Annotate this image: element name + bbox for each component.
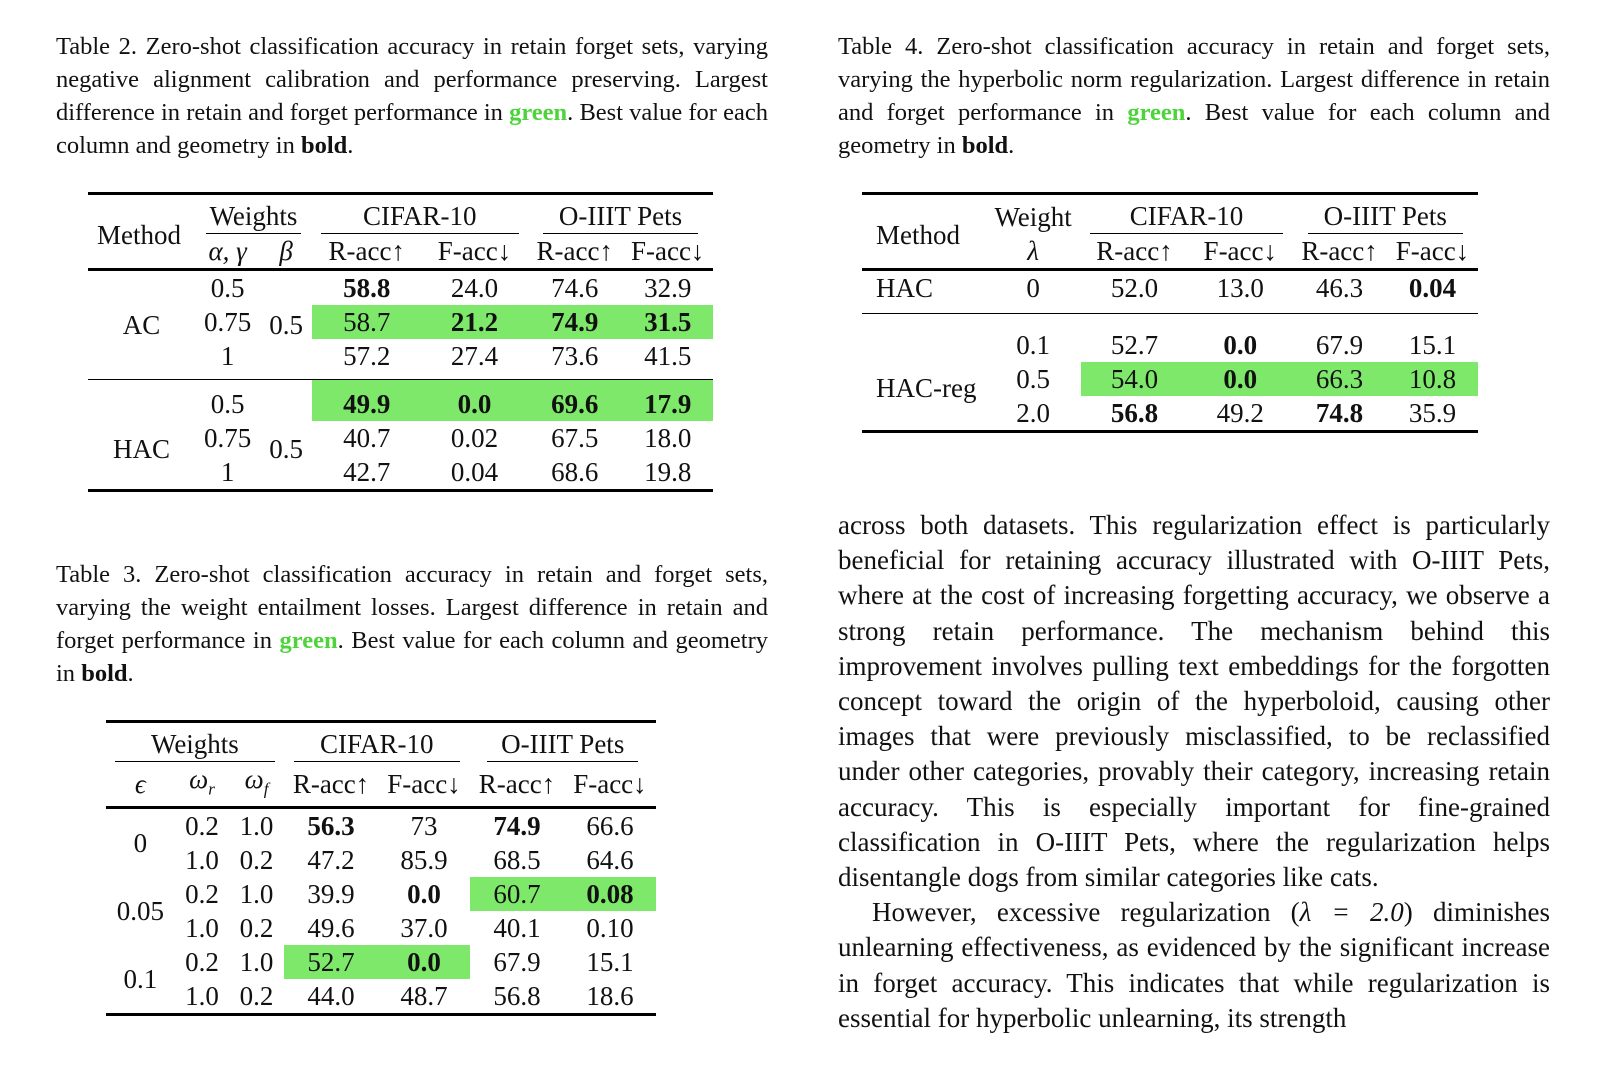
header-facc: F-acc↓ (630, 236, 705, 266)
value-cell: 68.6 (551, 457, 599, 487)
value-cell: 48.7 (400, 981, 448, 1012)
table-row (88, 379, 713, 421)
value-cell: 39.9 (307, 879, 355, 910)
value-cell: 40.7 (343, 423, 391, 453)
value-cell: 19.8 (644, 457, 692, 487)
weight-cell: 1.0 (185, 845, 219, 876)
table-row (106, 808, 656, 844)
value-cell: 85.9 (400, 845, 448, 876)
paragraph: across both datasets. This regularization effect is particularly beneficial for retaining accuracy illustrated with O-IIIT Pets, where at the cost of increasing forgetting accuracy, we observe a strong retain performance. The mechanism behind this improvement involves pulling text embeddings for the forgotten concept toward the origin of the hyperboloid, causing other images that were previously misclassified, to be reclassified under other categories, provably their category, increasing retain accuracy. This is especially important for fine-grained classification in O-IIIT Pets, where the regularization helps disentangle dogs from similar categories like cats. (838, 510, 1550, 893)
value-cell: 0.0 (1188, 362, 1292, 396)
table-row (106, 877, 656, 911)
value-cell: 18.6 (586, 981, 634, 1012)
header-racc: R-acc↑ (1096, 236, 1173, 266)
header-racc: R-acc↑ (328, 236, 405, 266)
paragraph: However, excessive regularization (λ = 2.0) diminishes unlearning effectiveness, as evidenced by the significant increase in forget accuracy. This indicates that while regularization is essential for hyperbolic unlearning, its strength (838, 897, 1550, 1033)
value-cell: 74.8 (1315, 397, 1364, 428)
body-text (838, 508, 1550, 1036)
header-weights: Weights (206, 199, 302, 234)
weight-cell: 0.2 (185, 811, 219, 842)
header-facc: F-acc↓ (573, 769, 647, 800)
table-row (106, 945, 656, 979)
header-racc: R-acc↑ (292, 769, 370, 800)
epsilon-cell: 0 (133, 828, 148, 859)
weight-cell: 0.5 (210, 273, 245, 303)
value-cell: 21.2 (421, 305, 527, 339)
table-row (106, 911, 656, 945)
method-cell: HAC (112, 434, 170, 465)
value-cell: 18.0 (644, 423, 692, 453)
value-cell: 27.4 (450, 341, 499, 371)
value-cell: 0.10 (586, 913, 634, 944)
header-method: Method (97, 219, 181, 250)
lambda-cell: 0.5 (1016, 363, 1051, 394)
weight-cell: 1.0 (239, 947, 274, 978)
value-cell: 73 (410, 811, 438, 842)
header-omega-f: $\omega_f$ (244, 764, 269, 799)
weight-cell: 1 (220, 341, 235, 371)
header-facc: F-acc↓ (1395, 236, 1470, 266)
method-cell: AC (122, 309, 161, 340)
weight-cell: 0.2 (239, 845, 274, 876)
header-beta: β (279, 236, 293, 266)
value-cell: 49.6 (307, 913, 355, 944)
value-cell: 56.8 (493, 981, 541, 1012)
table4 (862, 192, 1478, 433)
table2 (88, 192, 713, 492)
method-cell: HAC-reg (876, 372, 977, 403)
value-cell: 0.0 (1223, 329, 1258, 360)
weight-cell: 1 (220, 457, 235, 487)
table-row (862, 270, 1478, 314)
value-cell: 66.6 (586, 811, 634, 842)
lambda-cell: 2.0 (1016, 397, 1051, 428)
value-cell: 46.3 (1315, 273, 1364, 303)
header-facc: F-acc↓ (387, 769, 461, 800)
value-cell: 52.7 (284, 945, 378, 979)
value-cell: 24.0 (450, 273, 499, 303)
table3-caption: Table 3. Zero-shot classification accuracy in retain and forget sets, varying the weight entailment losses. Largest difference in retain and forget performance in green. Best value for each column and geometry in bold. (56, 561, 768, 687)
value-cell: 73.6 (551, 341, 599, 371)
value-cell: 0.04 (1408, 273, 1457, 303)
value-cell: 40.1 (493, 913, 541, 944)
value-cell: 0.0 (407, 879, 441, 910)
value-cell: 0.04 (450, 457, 499, 487)
epsilon-cell: 0.05 (116, 896, 164, 927)
value-cell: 17.9 (622, 379, 713, 421)
header-omega-r: $\omega_r$ (189, 764, 215, 799)
left-column (56, 30, 768, 1012)
table3 (106, 720, 656, 1016)
value-cell: 0.08 (564, 877, 655, 911)
value-cell: 0.0 (378, 945, 469, 979)
value-cell: 52.7 (1110, 329, 1159, 360)
weight-cell: 0.75 (204, 423, 252, 453)
lambda-cell: 0 (1026, 273, 1040, 303)
header-weights: Weights (115, 727, 275, 762)
value-cell: 13.0 (1216, 273, 1264, 303)
value-cell: 37.0 (400, 913, 448, 944)
value-cell: 58.7 (312, 305, 421, 339)
header-facc: F-acc↓ (437, 236, 512, 266)
value-cell: 56.8 (1110, 397, 1159, 428)
weight-cell: 1.0 (185, 913, 219, 944)
table2-caption: Table 2. Zero-shot classification accuracy in retain forget sets, varying negative alignment calibration and performance preserving. Largest difference in retain and forget performance in green. Best value for each column and geometry in bold. (56, 33, 768, 159)
value-cell: 67.9 (1315, 329, 1364, 360)
header-cifar: CIFAR-10 (294, 727, 460, 762)
table4-caption: Table 4. Zero-shot classification accuracy in retain and forget sets, varying the hyperbolic norm regularization. Largest difference in retain and forget performance in green. Best value for each column and geometry in bold. (838, 33, 1550, 159)
value-cell: 56.3 (307, 811, 355, 842)
value-cell: 54.0 (1081, 362, 1188, 396)
header-epsilon: ϵ (134, 769, 146, 800)
weight-cell: 1.0 (239, 879, 274, 910)
header-alpha-gamma: α, γ (208, 236, 247, 266)
value-cell: 10.8 (1387, 362, 1478, 396)
table-row (862, 314, 1478, 362)
value-cell: 67.5 (551, 423, 599, 453)
value-cell: 74.6 (551, 273, 599, 303)
weight-cell: 1.0 (185, 981, 219, 1012)
value-cell: 57.2 (343, 341, 391, 371)
header-lambda: λ (1027, 236, 1039, 266)
value-cell: 52.0 (1110, 273, 1159, 303)
value-cell: 49.2 (1216, 397, 1264, 428)
header-racc: R-acc↑ (536, 236, 613, 266)
header-racc: R-acc↑ (478, 769, 556, 800)
value-cell: 47.2 (307, 845, 355, 876)
value-cell: 66.3 (1292, 362, 1386, 396)
header-facc: F-acc↓ (1203, 236, 1278, 266)
header-method: Method (876, 219, 960, 250)
table-row (106, 843, 656, 877)
value-cell: 15.1 (1408, 329, 1457, 360)
weight-cell: 0.2 (185, 879, 219, 910)
epsilon-cell: 0.1 (123, 964, 158, 995)
value-cell: 0.02 (450, 423, 499, 453)
value-cell: 64.6 (586, 845, 634, 876)
weight-cell: 0.2 (239, 913, 274, 944)
value-cell: 31.5 (622, 305, 713, 339)
value-cell: 74.9 (528, 305, 622, 339)
value-cell: 58.8 (343, 273, 391, 303)
value-cell: 15.1 (586, 947, 634, 978)
value-cell: 67.9 (493, 947, 541, 978)
value-cell: 74.9 (493, 811, 541, 842)
value-cell: 49.9 (312, 379, 421, 421)
table-row (106, 979, 656, 1015)
table-row (88, 270, 713, 306)
header-racc: R-acc↑ (1301, 236, 1378, 266)
value-cell: 69.6 (528, 379, 622, 421)
lambda-cell: 0.1 (1016, 329, 1051, 360)
value-cell: 0.0 (421, 379, 527, 421)
method-cell: HAC (876, 273, 934, 303)
header-cifar: CIFAR-10 (1090, 199, 1284, 234)
value-cell: 44.0 (307, 981, 355, 1012)
header-pets: O-IIIT Pets (487, 727, 638, 762)
right-column (838, 30, 1550, 1033)
header-pets: O-IIIT Pets (1308, 199, 1463, 234)
beta-cell: 0.5 (269, 434, 303, 465)
value-cell: 41.5 (644, 341, 692, 371)
weight-cell: 0.2 (239, 981, 274, 1012)
value-cell: 35.9 (1408, 397, 1457, 428)
header-cifar: CIFAR-10 (321, 199, 519, 234)
weight-cell: 1.0 (239, 811, 274, 842)
value-cell: 60.7 (470, 877, 564, 911)
weight-cell: 0.5 (210, 389, 245, 419)
value-cell: 42.7 (343, 457, 391, 487)
value-cell: 68.5 (493, 845, 541, 876)
beta-cell: 0.5 (269, 309, 303, 340)
value-cell: 32.9 (644, 273, 692, 303)
weight-cell: 0.75 (204, 307, 252, 337)
weight-cell: 0.2 (185, 947, 219, 978)
header-pets: O-IIIT Pets (543, 199, 698, 234)
header-weight: Weight (994, 201, 1072, 232)
